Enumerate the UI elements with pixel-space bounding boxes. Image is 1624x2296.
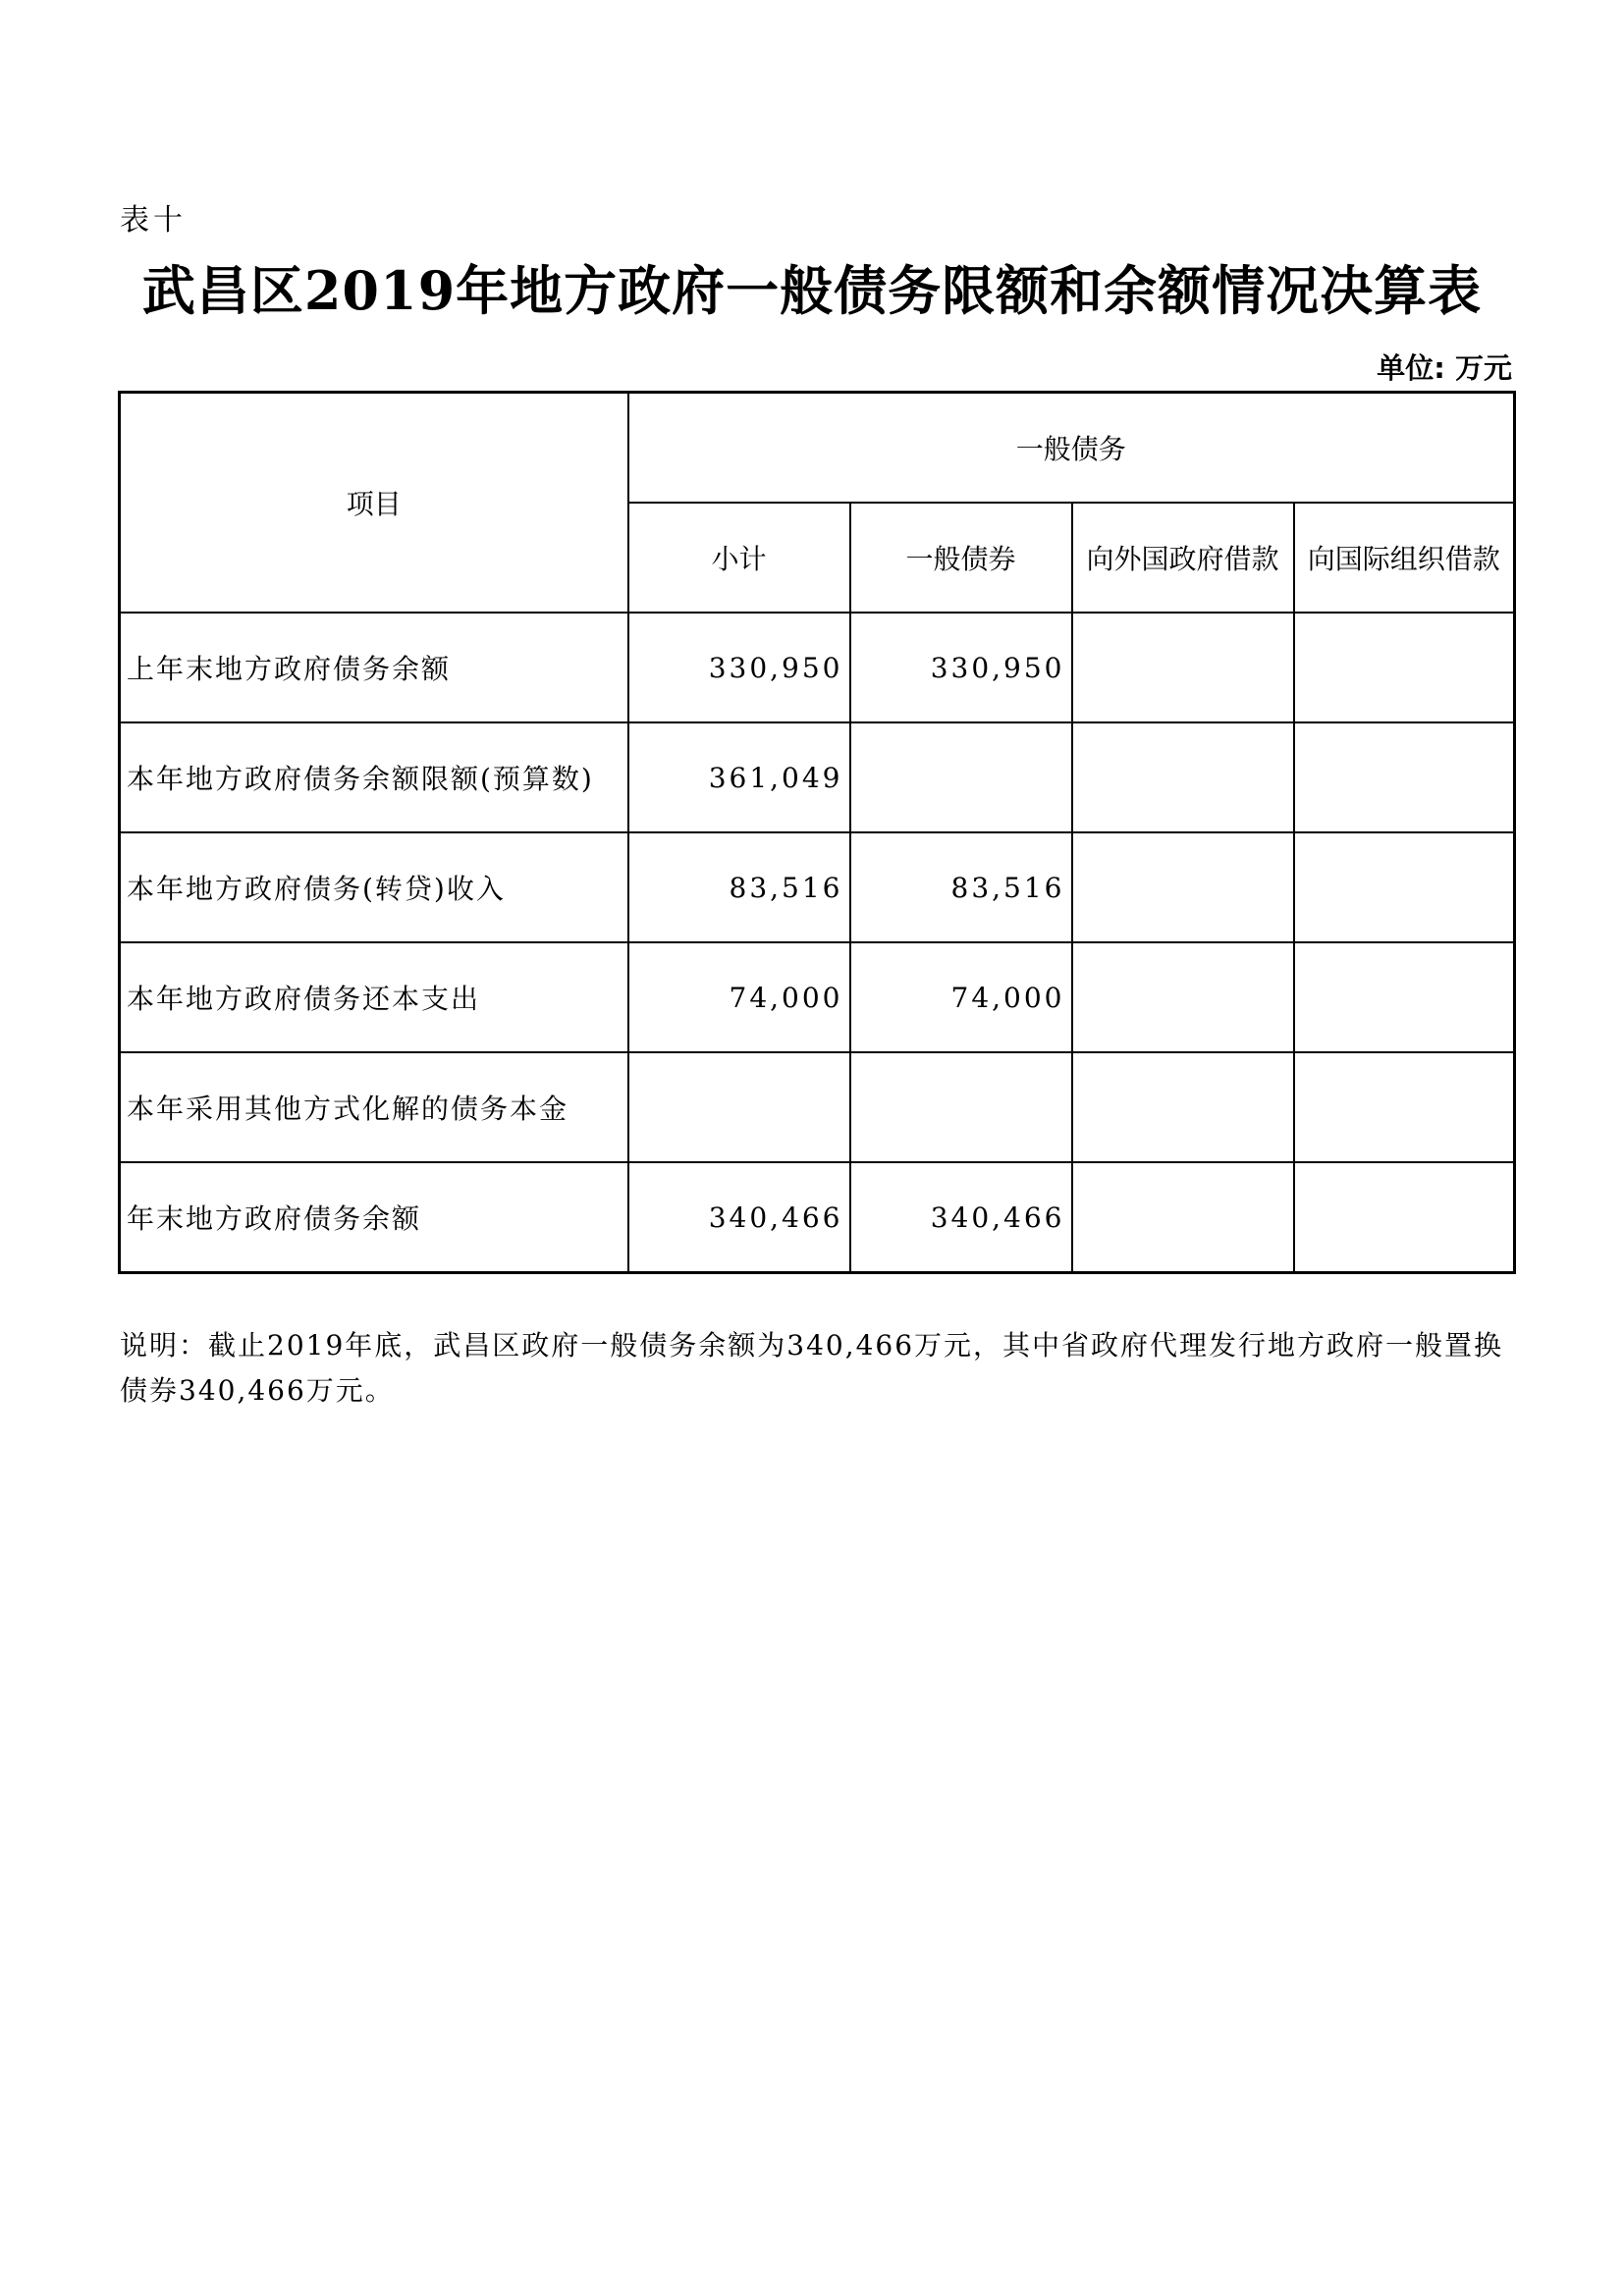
cell-general-bonds: [850, 1052, 1072, 1162]
cell-subtotal: 83,516: [628, 832, 850, 942]
header-general-debt: 一般债务: [628, 393, 1515, 504]
row-label: 上年末地方政府债务余额: [120, 613, 628, 722]
cell-subtotal: [628, 1052, 850, 1162]
unit-label: 单位: 万元: [1377, 351, 1512, 385]
cell-general-bonds: 74,000: [850, 942, 1072, 1052]
cell-general-bonds: 83,516: [850, 832, 1072, 942]
table-row: [120, 1052, 1515, 1162]
document-title: 武昌区2019年地方政府一般债务限额和余额情况决算表: [141, 259, 1483, 322]
cell-subtotal: 361,049: [628, 722, 850, 832]
cell-subtotal: 340,466: [628, 1162, 850, 1273]
row-label: 年末地方政府债务余额: [120, 1162, 628, 1273]
table-row: [120, 613, 1515, 722]
cell-foreign-gov-loans: [1072, 722, 1294, 832]
header-subtotal: 小计: [628, 503, 850, 613]
explanatory-note: 说明：截止2019年底，武昌区政府一般债务余额为340,466万元，其中省政府代理发行地方政府一般置换债券340,466万元。: [120, 1329, 1504, 1407]
table-number: 表十: [120, 203, 187, 238]
table-row: [120, 942, 1515, 1052]
cell-general-bonds: [850, 722, 1072, 832]
row-label: 本年地方政府债务还本支出: [120, 942, 628, 1052]
table-row: [120, 722, 1515, 832]
cell-intl-org-loans: [1294, 1162, 1515, 1273]
cell-intl-org-loans: [1294, 832, 1515, 942]
cell-foreign-gov-loans: [1072, 613, 1294, 722]
header-general-bonds: 一般债券: [850, 503, 1072, 613]
cell-foreign-gov-loans: [1072, 1052, 1294, 1162]
cell-intl-org-loans: [1294, 613, 1515, 722]
row-label: 本年采用其他方式化解的债务本金: [120, 1052, 628, 1162]
cell-general-bonds: 330,950: [850, 613, 1072, 722]
debt-table: [118, 391, 1516, 1274]
cell-intl-org-loans: [1294, 722, 1515, 832]
cell-foreign-gov-loans: [1072, 1162, 1294, 1273]
header-intl-org-loans: 向国际组织借款: [1294, 503, 1515, 613]
cell-general-bonds: 340,466: [850, 1162, 1072, 1273]
cell-foreign-gov-loans: [1072, 832, 1294, 942]
cell-intl-org-loans: [1294, 1052, 1515, 1162]
row-label: 本年地方政府债务余额限额(预算数): [120, 722, 628, 832]
row-label: 本年地方政府债务(转贷)收入: [120, 832, 628, 942]
table-header-row: [120, 393, 1515, 504]
header-item: 项目: [120, 393, 628, 614]
cell-foreign-gov-loans: [1072, 942, 1294, 1052]
cell-subtotal: 330,950: [628, 613, 850, 722]
cell-subtotal: 74,000: [628, 942, 850, 1052]
table-row: [120, 1162, 1515, 1273]
cell-intl-org-loans: [1294, 942, 1515, 1052]
header-foreign-gov-loans: 向外国政府借款: [1072, 503, 1294, 613]
table-row: [120, 832, 1515, 942]
